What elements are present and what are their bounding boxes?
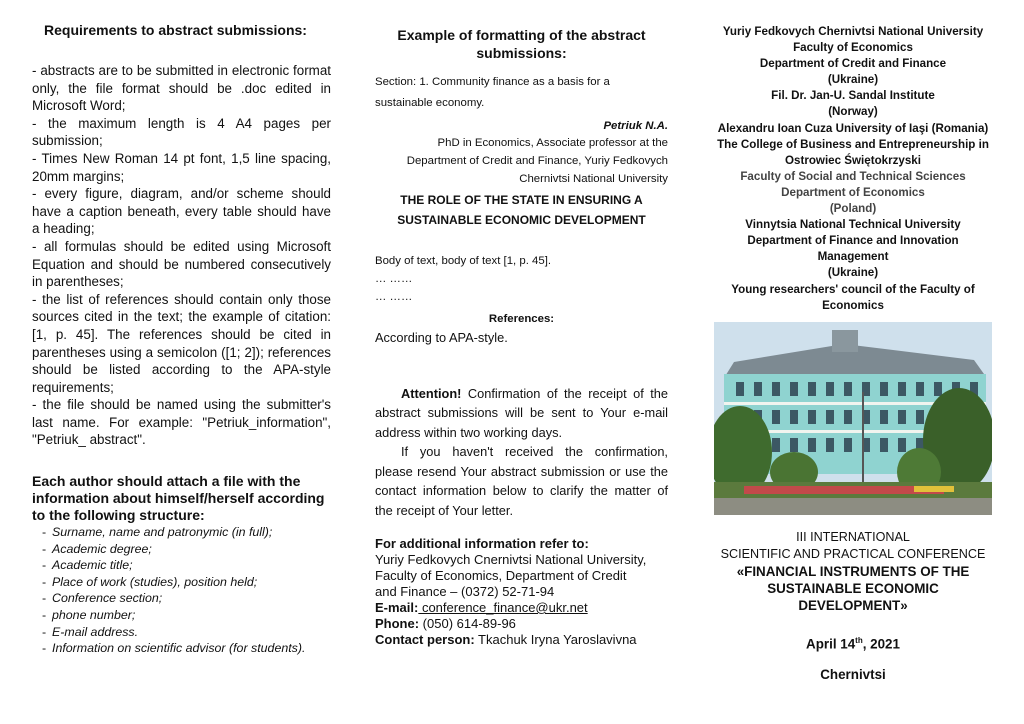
requirements-heading: Requirements to abstract submissions: bbox=[44, 22, 307, 38]
example-heading: Example of formatting of the abstract submissions: bbox=[397, 27, 646, 61]
organizer-line: (Norway) bbox=[828, 105, 878, 119]
conference-city: Chernivtsi bbox=[820, 667, 886, 683]
organizer-line: Department of Finance and Innovation Management bbox=[747, 234, 959, 264]
attention-text: Confirmation of the receipt of the abstract submissions will be sent to Your e-mail address within two working days. bbox=[375, 385, 668, 440]
organizer-line: Department of Credit and Finance bbox=[759, 57, 947, 71]
requirement-item: - the maximum length is 4 A4 pages per submission; bbox=[32, 115, 331, 149]
requirement-item: - all formulas should be edited using Microsoft Equation and should be numbered consecutively in parentheses; bbox=[32, 238, 331, 290]
contact-person: Tkachuk Iryna Yaroslavivna bbox=[474, 632, 637, 647]
left-column bbox=[0, 0, 341, 724]
attention-paragraph bbox=[375, 384, 668, 443]
organizer-line: The College of Business and Entrepreneurship in Ostrowiec Świętokrzyski bbox=[717, 137, 989, 167]
contact-line bbox=[375, 632, 668, 648]
conference-number: III INTERNATIONAL bbox=[796, 529, 910, 544]
structure-item: - Place of work (studies), position held; bbox=[42, 574, 331, 591]
right-column bbox=[682, 0, 1024, 724]
organizer-line: Faculty of Economics bbox=[793, 41, 913, 55]
organizer-line: Alexandru Ioan Cuza University of Iaşi (Romania) bbox=[717, 121, 989, 135]
organizer-line: Vinnytsia National Technical University bbox=[745, 218, 961, 232]
structure-item: - phone number; bbox=[42, 607, 331, 624]
date-main: April 14 bbox=[806, 636, 856, 652]
structure-item: - Surname, name and patronymic (in full); bbox=[42, 524, 331, 541]
conference-date bbox=[700, 632, 1006, 652]
structure-item: - Information on scientific advisor (for students). bbox=[42, 640, 331, 657]
example-author: Petriuk N.A. bbox=[603, 120, 668, 132]
contact-label: Contact person: bbox=[375, 632, 475, 647]
example-body: Body of text, body of text [1, p. 45]. bbox=[375, 255, 552, 267]
phone-label: Phone: bbox=[375, 616, 420, 631]
structure-item: - Academic title; bbox=[42, 557, 331, 574]
building-illustration bbox=[714, 322, 992, 515]
conference-title: «FINANCIAL INSTRUMENTS OF THE SUSTAINABLE ECONOMIC DEVELOPMENT» bbox=[736, 563, 970, 613]
organizer-line: Department of Economics bbox=[781, 185, 925, 199]
example-paper-title: THE ROLE OF THE STATE IN ENSURING A SUSTAINABLE ECONOMIC DEVELOPMENT bbox=[397, 193, 646, 227]
phone-line bbox=[375, 616, 668, 632]
organizers-list bbox=[700, 24, 1006, 314]
email-link[interactable]: conference_finance@ukr.net bbox=[418, 600, 588, 615]
conference-type: SCIENTIFIC AND PRACTICAL CONFERENCE bbox=[720, 546, 986, 561]
phone-number: (050) 614-89-96 bbox=[419, 616, 516, 631]
organizer-line: Young researchers' council of the Faculty of Economics bbox=[731, 282, 975, 312]
requirement-item: - every figure, diagram, and/or scheme should have a caption beneath, every table should have a heading; bbox=[32, 186, 331, 237]
example-affiliation: PhD in Economics, Associate professor at the Department of Credit and Finance, Yuriy Fedkovych Chernivtsi National University bbox=[406, 137, 668, 185]
requirement-item: - the file should be named using the submitter's last name. For example: "Petriuk_information", "Petriuk_ abstract". bbox=[32, 397, 331, 448]
date-suffix: th bbox=[855, 635, 863, 645]
organizer-line: Fil. Dr. Jan-U. Sandal Institute bbox=[771, 89, 935, 103]
references-heading: References: bbox=[488, 313, 555, 325]
organizer-line: (Poland) bbox=[829, 202, 877, 216]
requirements-list bbox=[32, 62, 331, 449]
attention-label: Attention! bbox=[401, 385, 462, 401]
requirement-item: - Times New Roman 14 pt font, 1,5 line spacing, 20mm margins; bbox=[32, 150, 331, 184]
example-dots: … …… bbox=[375, 291, 413, 303]
structure-title: Each author should attach a file with the information about himself/herself according to the following structure: bbox=[32, 473, 325, 524]
organizer-line: (Ukraine) bbox=[827, 73, 879, 87]
example-dots: … …… bbox=[375, 273, 413, 285]
organizer-line: (Ukraine) bbox=[827, 266, 879, 280]
requirement-item: - abstracts are to be submitted in electronic format only, the file format should be .doc edited in Microsoft Word; bbox=[32, 63, 331, 114]
info-heading: For additional information refer to: bbox=[375, 536, 589, 551]
structure-item: - Academic degree; bbox=[42, 541, 331, 558]
university-building-photo bbox=[714, 322, 992, 515]
info-text: Yuriy Fedkovych Cnernivtsi National University, Faculty of Economics, Department of Credit and Finance – (0372) 52-71-94 bbox=[375, 552, 647, 599]
date-year: , 2021 bbox=[862, 636, 900, 652]
structure-list bbox=[32, 524, 331, 657]
email-line bbox=[375, 600, 668, 616]
email-label: E-mail: bbox=[375, 600, 419, 615]
middle-column bbox=[341, 0, 682, 724]
structure-item: - E-mail address. bbox=[42, 624, 331, 641]
requirement-item: - the list of references should contain only those sources cited in the text; the example of citation: [1, p. 45]. The references should be cited in parentheses using a semicolon ([1; 2]); references should be listed according to the APA-style requirements; bbox=[32, 291, 331, 395]
structure-item: - Conference section; bbox=[42, 590, 331, 607]
organizer-line: Faculty of Social and Technical Sciences bbox=[740, 169, 966, 183]
references-text: According to APA-style. bbox=[375, 330, 508, 345]
example-section: Section: 1. Community finance as a basis for a sustainable economy. bbox=[375, 76, 610, 109]
organizer-line: Yuriy Fedkovych Chernivtsi National University bbox=[722, 25, 984, 38]
resend-paragraph: If you haven't received the confirmation, please resend Your abstract submission or use the contact information below to clarify the matter of the receipt of Your letter. bbox=[375, 444, 668, 518]
